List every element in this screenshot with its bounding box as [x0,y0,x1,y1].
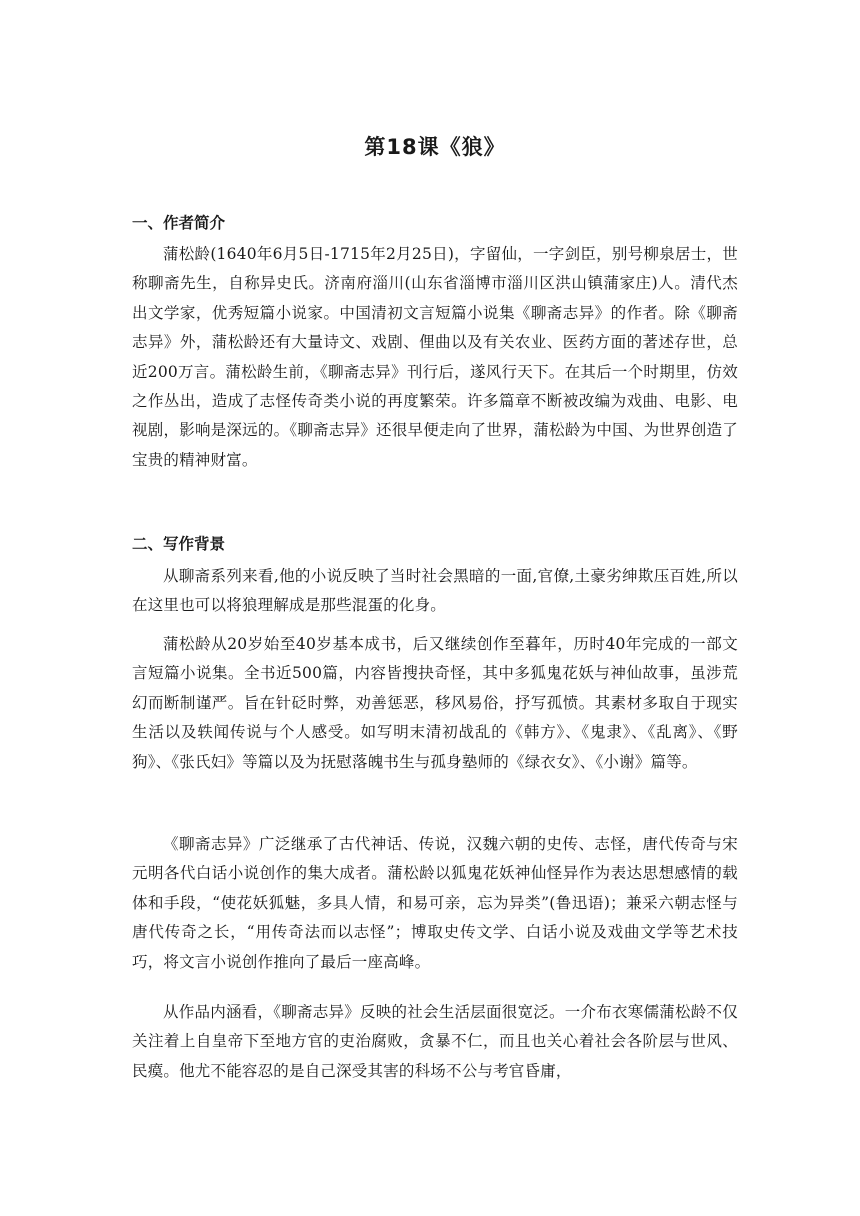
paragraph-background-4: 从作品内涵看，《聊斋志异》反映的社会生活层面很宽泛。一介布衣寒儒蒲松龄不仅关注着上自皇帝下至地方官的吏治腐败，贪暴不仁，而且也关心着社会各阶层与世风、民瘼。他尤不能容忍的是自己深受其害的科场不公与考官昏庸， [132,1003,738,1080]
paragraph-background-3: 《聊斋志异》广泛继承了古代神话、传说，汉魏六朝的史传、志怪，唐代传奇与宋元明各代白话小说创作的集大成者。蒲松龄以狐鬼花妖神仙怪异作为表达思想感情的载体和手段，“使花妖狐魅，多具人情，和易可亲，忘为异类”(鲁迅语)；兼采六朝志怪与唐代传奇之长，“用传奇法而以志怪”；博取史传文学、白话小说及戏曲文学等艺术技巧，将文言小说创作推向了最后一座高峰。 [132,835,738,971]
paragraph-background-1: 从聊斋系列来看,他的小说反映了当时社会黑暗的一面,官僚,土豪劣绅欺压百姓,所以在这里也可以将狼理解成是那些混蛋的化身。 [132,567,738,615]
lesson-title: 第18课《狼》 [364,135,506,159]
paragraph-author-intro: 蒲松龄(1640年6月5日-1715年2月25日)，字留仙，一字剑臣，别号柳泉居士，世称聊斋先生，自称异史氏。济南府淄川(山东省淄博市淄川区洪山镇蒲家庄)人。清代杰出文学家，优秀短篇小说家。中国清初文言短篇小说集《聊斋志异》的作者。除《聊斋志异》外，蒲松龄还有大量诗文、戏剧、俚曲以及有关农业、医药方面的著述存世，总近200万言。蒲松龄生前，《聊斋志异》刊行后，遂风行天下。在其后一个时期里，仿效之作丛出，造成了志怪传奇类小说的再度繁荣。许多篇章不断被改编为戏曲、电影、电视剧，影响是深远的。《聊斋志异》还很早便走向了世界，蒲松龄为中国、为世界创造了宝贵的精神财富。 [132,245,738,469]
section-heading-author: 一、作者简介 [132,214,226,232]
section-heading-background: 二、写作背景 [132,535,226,553]
paragraph-background-2: 蒲松龄从20岁始至40岁基本成书，后又继续创作至暮年，历时40年完成的一部文言短篇小说集。全书近500篇，内容皆搜抉奇怪，其中多狐鬼花妖与神仙故事，虽涉荒幻而断制谨严。旨在针砭时弊，劝善惩恶，移风易俗，抒写孤愤。其素材多取自于现实生活以及轶闻传说与个人感受。如写明末清初战乱的《韩方》、《鬼隶》、《乱离》、《野狗》、《张氏妇》等篇以及为抚慰落魄书生与孤身塾师的《绿衣女》、《小谢》篇等。 [132,635,738,771]
